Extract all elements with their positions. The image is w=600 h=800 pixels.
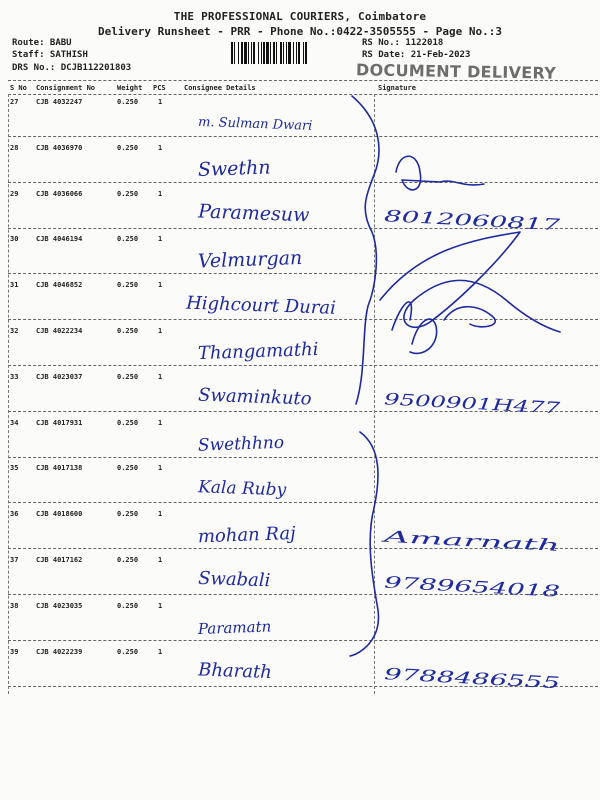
consignee-handwriting: Swethn [197,156,271,181]
cell-weight: 0.250 [117,190,139,198]
cell-sno: 34 [10,419,19,427]
consignee-handwriting: Bharath [197,659,273,684]
col-signature: Signature [378,84,416,92]
cell-weight: 0.250 [117,602,139,610]
consignee-handwriting: Swabali [197,567,271,592]
company-title: THE PROFESSIONAL COURIERS, Coimbatore [173,10,427,23]
col-weight: Weight [117,84,143,92]
cell-sno: 35 [10,464,19,472]
cell-pcs: 1 [158,602,163,610]
cell-sno: 33 [10,373,19,381]
cell-consignment: CJB 4032247 [36,98,83,106]
col-consignee: Consignee Details [184,84,256,92]
cell-pcs: 1 [158,556,163,564]
drs-number: DRS No.: DCJB112201803 [12,63,132,73]
cell-consignment: CJB 4022234 [36,327,83,335]
signature-handwriting: 8012060817 [383,206,487,231]
cell-consignment: CJB 4022239 [36,648,83,656]
cell-sno: 31 [10,281,19,289]
cell-pcs: 1 [158,144,163,152]
cell-sno: 38 [10,602,19,610]
consignee-handwriting: Paramesuw [197,200,310,227]
cell-weight: 0.250 [117,98,139,106]
cell-sno: 29 [10,190,19,198]
cell-pcs: 1 [158,98,163,106]
staff-label: Staff: SATHISH [12,50,88,60]
cell-weight: 0.250 [117,419,139,427]
cell-consignment: CJB 4023035 [36,602,83,610]
cell-pcs: 1 [158,190,163,198]
cell-weight: 0.250 [117,144,139,152]
cell-weight: 0.250 [117,327,139,335]
cell-sno: 30 [10,235,19,243]
cell-consignment: CJB 4036970 [36,144,83,152]
cell-pcs: 1 [158,373,163,381]
cell-pcs: 1 [158,648,163,656]
route-label: Route: BABU [12,38,72,48]
cell-pcs: 1 [158,327,163,335]
cell-sno: 37 [10,556,19,564]
cell-consignment: CJB 4046194 [36,235,83,243]
cell-consignment: CJB 4017931 [36,419,83,427]
cell-pcs: 1 [158,419,163,427]
consignee-handwriting: Kala Ruby [197,477,287,501]
signature-handwriting: 9789654018 [383,572,487,597]
col-pcs: PCS [153,84,166,92]
cell-consignment: CJB 4017162 [36,556,83,564]
cell-consignment: CJB 4023037 [36,373,83,381]
consignee-handwriting: Swethhno [197,432,285,456]
cell-consignment: CJB 4017138 [36,464,83,472]
consignee-handwriting: Swaminkuto [197,384,312,410]
cell-weight: 0.250 [117,373,139,381]
cell-sno: 39 [10,648,19,656]
consignee-handwriting: m. Sulman Dwari [197,114,313,134]
cell-sno: 27 [10,98,19,106]
cell-sno: 28 [10,144,19,152]
cell-weight: 0.250 [117,235,139,243]
cell-pcs: 1 [158,510,163,518]
brace-stroke-lower [350,432,378,656]
cell-pcs: 1 [158,464,163,472]
signature-handwriting: Amarnath [383,526,466,550]
document-delivery-stamp: DOCUMENT DELIVERY [355,60,557,83]
signature-loop [380,232,560,332]
signature-handwriting: 9500901H477 [383,389,501,415]
cell-pcs: 1 [158,235,163,243]
cell-pcs: 1 [158,281,163,289]
consignee-handwriting: mohan Raj [197,522,297,548]
consignee-handwriting: Velmurgan [197,246,303,273]
brace-stroke-upper [352,96,379,404]
col-consignment: Consignment No [36,84,96,92]
consignee-handwriting: Thangamathi [197,338,319,365]
rs-number: RS No.: 1122018 [362,38,444,48]
cell-weight: 0.250 [117,464,139,472]
cell-weight: 0.250 [117,556,139,564]
cell-consignment: CJB 4046852 [36,281,83,289]
cell-consignment: CJB 4018600 [36,510,83,518]
rs-date: RS Date: 21-Feb-2023 [362,50,471,60]
cell-weight: 0.250 [117,510,139,518]
consignee-handwriting: Paramatn [197,617,272,638]
cell-weight: 0.250 [117,281,139,289]
col-sno: S No [10,84,27,92]
cell-sno: 32 [10,327,19,335]
cell-consignment: CJB 4036066 [36,190,83,198]
consignee-handwriting: Highcourt Durai [185,292,337,319]
cell-weight: 0.250 [117,648,139,656]
signature-flourish [410,307,495,354]
signature-handwriting: 9788486555 [383,664,487,689]
signature-scribble [396,156,484,190]
cell-sno: 36 [10,510,19,518]
runsheet-title: Delivery Runsheet - PRR - Phone No.:0422-3505555 - Page No.:3 [98,25,502,38]
